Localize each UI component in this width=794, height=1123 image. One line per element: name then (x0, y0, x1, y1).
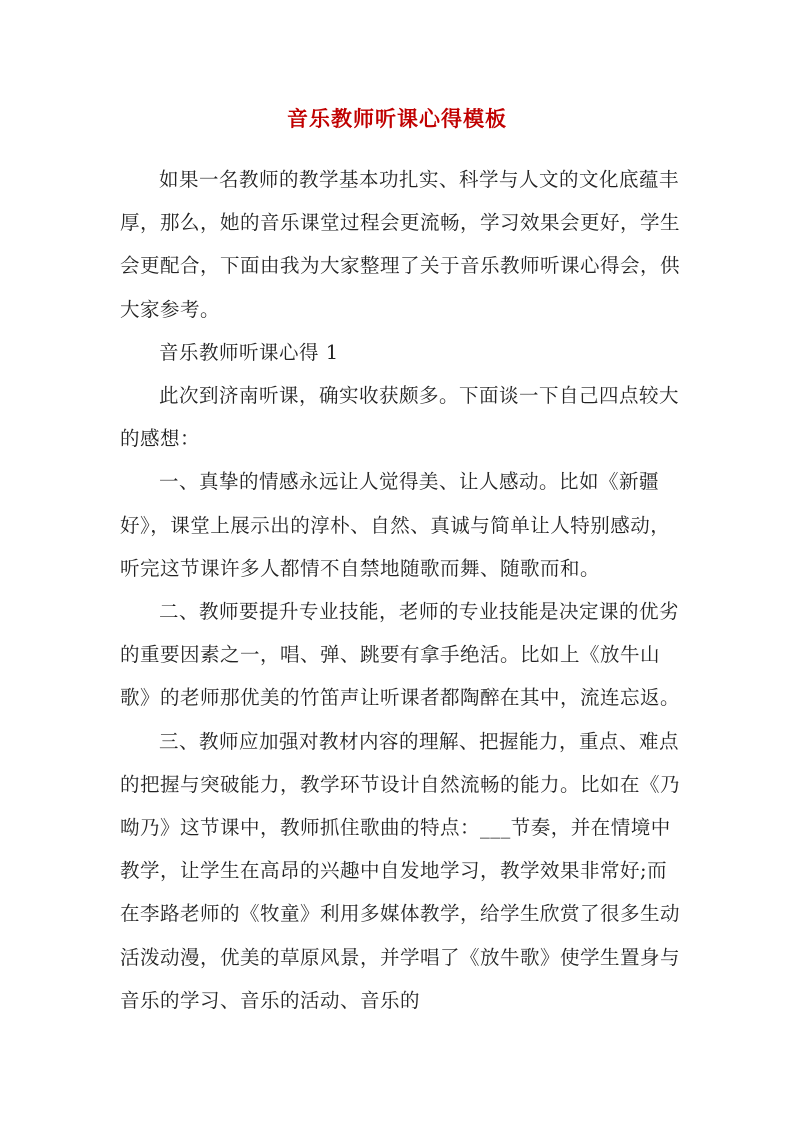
intro-paragraph: 如果一名教师的教学基本功扎实、科学与人文的文化底蕴丰厚，那么，她的音乐课堂过程会更流畅，学习效果会更好，学生会更配合，下面由我为大家整理了关于音乐教师听课心得会，供大家参考。 (120, 168, 681, 321)
section-heading: 音乐教师听课心得 1 (159, 340, 339, 364)
body-paragraph: 一、真挚的情感永远让人觉得美、让人感动。比如《新疆好》，课堂上展示出的淳朴、自然、真诚与简单让人特别感动，听完这节课许多人都情不自禁地随歌而舞、随歌而和。 (120, 470, 671, 580)
document-body (120, 158, 680, 1022)
body-paragraph: 三、教师应加强对教材内容的理解、把握能力，重点、难点的把握与突破能力，教学环节设计自然流畅的能力。比如在《乃呦乃》这节课中，教师抓住歌曲的特点：___节奏，并在情境中教学，让学生在高昂的兴趣中自发地学习，教学效果非常好;而在李路老师的《牧童》利用多媒体教学，给学生欣赏了很多生动活泼动漫，优美的草原风景，并学唱了《放牛歌》使学生置身与音乐的学习、音乐的活动、音乐的 (120, 729, 681, 1012)
body-paragraph: 此次到济南听课，确实收获颇多。下面谈一下自己四点较大的感想： (120, 384, 680, 451)
body-paragraph: 二、教师要提升专业技能，老师的专业技能是决定课的优劣的重要因素之一，唱、弹、跳要有拿手绝活。比如上《放牛山歌》的老师那优美的竹笛声让听课者都陶醉在其中，流连忘返。 (120, 600, 681, 710)
document-title: 音乐教师听课心得模板 (287, 106, 507, 131)
